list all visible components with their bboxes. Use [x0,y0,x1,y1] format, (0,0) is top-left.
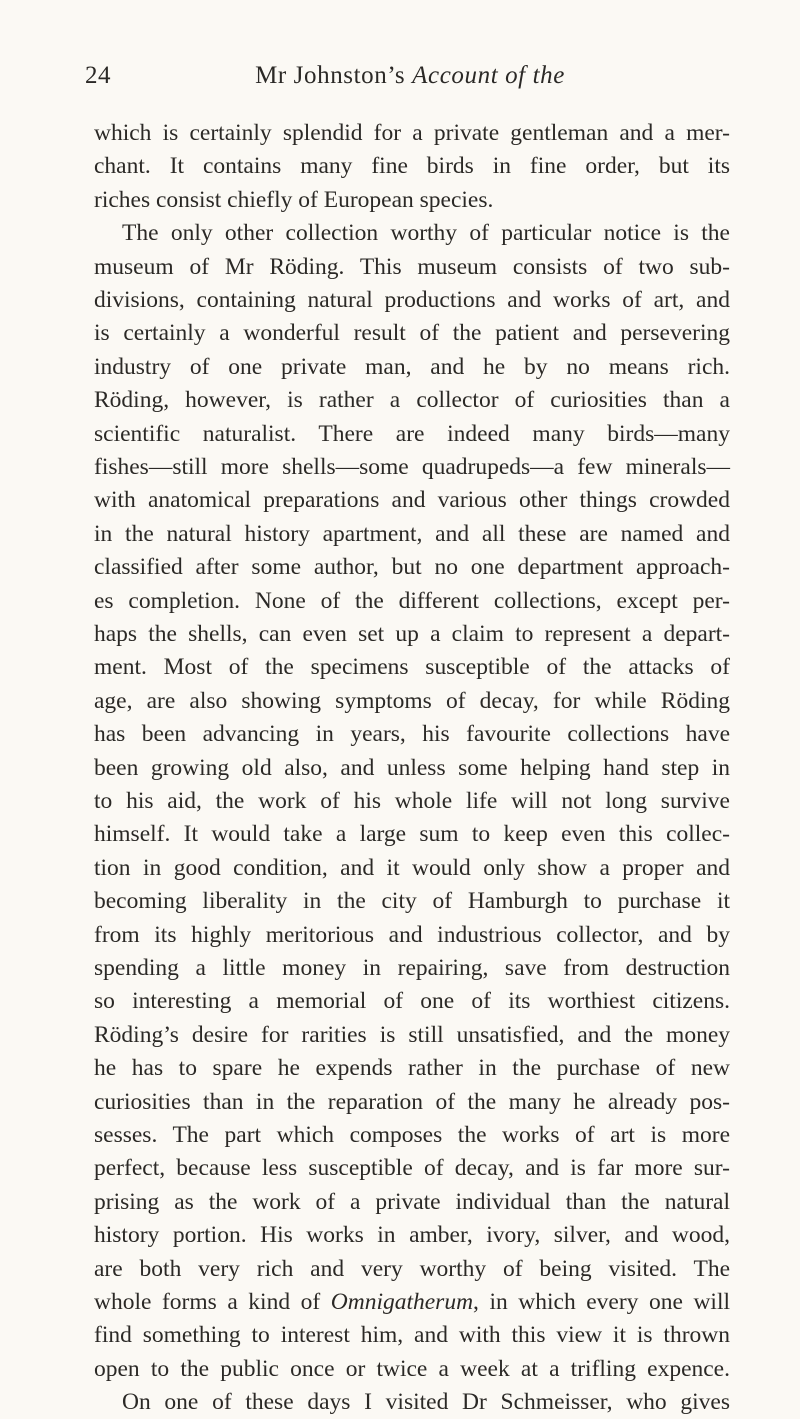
text-line: age, are also showing symptoms of decay, for while Röding [94,687,730,714]
text-line: tion in good condition, and it would only show a proper and [94,854,730,881]
text-line: Röding, however, is rather a collector of curiosities than a [94,387,730,414]
page-number: 24 [85,62,111,89]
text-line: so interesting a memorial of one of its worthiest citizens. [94,988,730,1015]
text-line: museum of Mr Röding. This museum consists of two sub- [94,253,730,280]
running-title [85,62,735,90]
text-line: are both very rich and very worthy of being visited. The [94,1255,730,1282]
text-line: On one of these days I visited Dr Schmeisser, who gives [122,1389,730,1416]
text-line: with anatomical preparations and various other things crowded [94,487,730,514]
text-line: industry of one private man, and he by no means rich. [94,353,730,380]
text-line: Röding’s desire for rarities is still unsatisfied, and the money [94,1021,730,1048]
running-title-roman: Mr Johnston’s [255,62,413,89]
text-line: classified after some author, but no one department approach- [94,554,730,581]
text-line: has been advancing in years, his favourite collections have [94,721,730,748]
page-header [85,62,735,102]
text-line: from its highly meritorious and industrious collector, and by [94,921,730,948]
running-title-italic: Account of the [412,62,565,89]
text-line: he has to spare he expends rather in the purchase of new [94,1055,730,1082]
text-line: divisions, containing natural productions and works of art, and [94,287,730,313]
text-line: es completion. None of the different collections, except per- [94,587,730,614]
text-line: to his aid, the work of his whole life will not long survive [94,788,730,814]
text-line: which is certainly splendid for a private gentleman and a mer- [94,120,730,146]
text-line: haps the shells, can even set up a claim to represent a depart- [94,621,730,647]
text-line: spending a little money in repairing, save from destruction [94,955,730,981]
text-line: himself. It would take a large sum to keep even this collec- [94,821,730,848]
text-segment: whole forms a kind of [94,1289,331,1315]
text-line: becoming liberality in the city of Hamburgh to purchase it [94,888,730,915]
text-line: open to the public once or twice a week at a trifling expence. [94,1355,730,1382]
text-line: find something to interest him, and with this view it is thrown [94,1322,730,1349]
text-line: history portion. His works in amber, ivory, silver, and wood, [94,1222,730,1249]
text-line: curiosities than in the reparation of the many he already pos- [94,1088,730,1115]
text-segment: , in which every one will [473,1289,731,1315]
text-line: fishes—still more shells—some quadrupeds—a few minerals— [94,454,730,480]
text-line: sesses. The part which composes the works of art is more [94,1122,730,1148]
text-line: in the natural history apartment, and all these are named and [94,520,730,547]
text-line [94,1285,730,1319]
text-line: chant. It contains many fine birds in fine order, but its [94,153,730,180]
text-line: been growing old also, and unless some helping hand step in [94,754,730,781]
text-line: perfect, because less susceptible of decay, and is far more sur- [94,1155,730,1182]
text-line: scientific naturalist. There are indeed many birds—many [94,420,730,447]
italic-term: Omnigatherum [330,1289,474,1315]
text-line: ment. Most of the specimens susceptible of the attacks of [94,654,730,681]
text-line: The only other collection worthy of particular notice is the [122,220,730,247]
text-line: prising as the work of a private individual than the natural [94,1188,730,1215]
text-line: is certainly a wonderful result of the patient and persevering [94,320,730,347]
text-line: riches consist chiefly of European species. [94,186,494,213]
